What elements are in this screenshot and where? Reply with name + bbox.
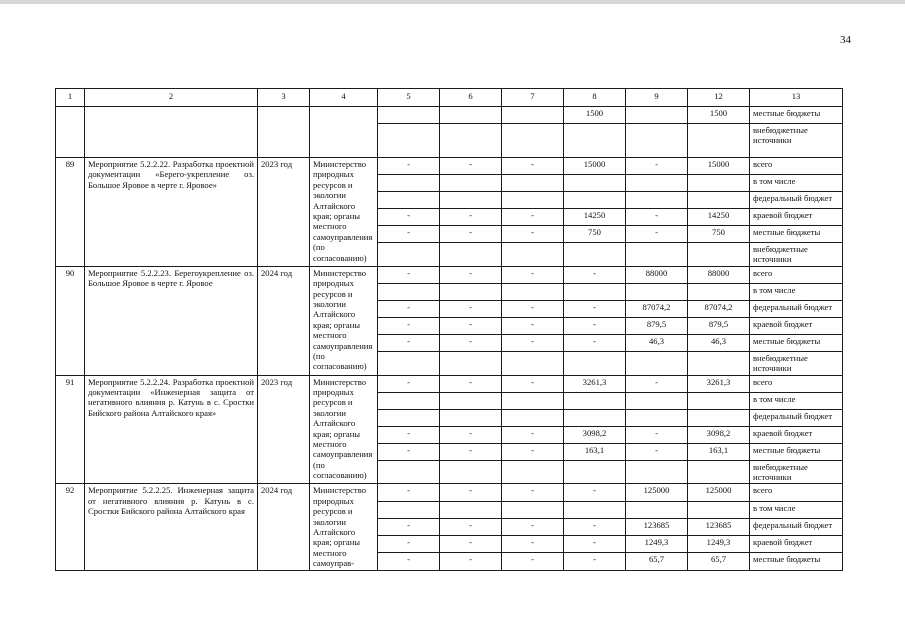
table-row [56, 107, 843, 124]
cell [378, 124, 440, 158]
cell: - [440, 484, 502, 501]
year: 2024 год [258, 266, 310, 375]
cell: - [564, 266, 626, 283]
cell [564, 243, 626, 267]
cell [440, 460, 502, 484]
cell: - [564, 553, 626, 570]
cell: - [378, 484, 440, 501]
row-number: 89 [56, 158, 85, 267]
cell: 1249,3 [626, 536, 688, 553]
cell: - [626, 375, 688, 392]
cell: - [502, 484, 564, 501]
measure-name: Мероприятие 5.2.2.23. Берегоукрепление оз. Большое Яровое в черте г. Яровое [85, 266, 258, 375]
cell [626, 460, 688, 484]
table-row [56, 158, 843, 175]
cell: 1500 [688, 107, 750, 124]
cell: - [440, 426, 502, 443]
cell [564, 501, 626, 518]
col-header: 9 [626, 89, 688, 107]
cell: 123685 [626, 518, 688, 535]
cell: всего [750, 266, 843, 283]
cell: 163,1 [564, 443, 626, 460]
cell [502, 107, 564, 124]
cell: 123685 [688, 518, 750, 535]
cell: - [378, 317, 440, 334]
col-header: 3 [258, 89, 310, 107]
cell [564, 409, 626, 426]
table-row [56, 375, 843, 392]
cell: 879,5 [688, 317, 750, 334]
cell: внебюджетные источники [750, 351, 843, 375]
cell: 3261,3 [688, 375, 750, 392]
cell: федеральный бюджет [750, 192, 843, 209]
cell [378, 409, 440, 426]
cell [378, 283, 440, 300]
cell [688, 243, 750, 267]
cell: - [440, 553, 502, 570]
cell: внебюджетные источники [750, 243, 843, 267]
cell: - [378, 334, 440, 351]
cell [310, 107, 378, 158]
cell: - [378, 536, 440, 553]
col-header: 2 [85, 89, 258, 107]
col-header: 5 [378, 89, 440, 107]
cell: 3261,3 [564, 375, 626, 392]
cell [502, 501, 564, 518]
cell: - [502, 209, 564, 226]
measure-name: Мероприятие 5.2.2.25. Инженерная защита от негативного влияния р. Катунь в с. Сростки Бийского района Алтайского края [85, 484, 258, 570]
cell [440, 124, 502, 158]
cell: - [502, 334, 564, 351]
budget-table [55, 88, 843, 571]
cell [564, 392, 626, 409]
cell: - [502, 300, 564, 317]
cell [502, 351, 564, 375]
cell: - [502, 375, 564, 392]
cell [440, 175, 502, 192]
cell: - [626, 426, 688, 443]
col-header: 13 [750, 89, 843, 107]
cell [626, 351, 688, 375]
cell: - [502, 426, 564, 443]
cell: - [502, 266, 564, 283]
cell: - [440, 375, 502, 392]
cell [440, 409, 502, 426]
year: 2023 год [258, 375, 310, 484]
cell [564, 460, 626, 484]
cell: - [440, 536, 502, 553]
measure-name: Мероприятие 5.2.2.22. Разработка проектной документации «Берего-укрепление оз. Большое Яровое в черте г. Яровое» [85, 158, 258, 267]
cell: - [378, 158, 440, 175]
cell [502, 409, 564, 426]
cell: - [440, 266, 502, 283]
cell [378, 392, 440, 409]
cell: - [502, 518, 564, 535]
cell: - [378, 226, 440, 243]
cell: 46,3 [688, 334, 750, 351]
cell [626, 501, 688, 518]
cell [378, 460, 440, 484]
cell [564, 124, 626, 158]
cell [688, 192, 750, 209]
cell [440, 243, 502, 267]
cell [688, 283, 750, 300]
cell: краевой бюджет [750, 426, 843, 443]
cell [258, 107, 310, 158]
cell: - [626, 443, 688, 460]
cell [626, 392, 688, 409]
cell: - [440, 443, 502, 460]
cell [440, 351, 502, 375]
cell [502, 283, 564, 300]
cell: местные бюджеты [750, 443, 843, 460]
cell: 1249,3 [688, 536, 750, 553]
cell: 14250 [688, 209, 750, 226]
cell: - [626, 158, 688, 175]
row-number: 90 [56, 266, 85, 375]
cell [502, 243, 564, 267]
cell [378, 192, 440, 209]
cell: в том числе [750, 392, 843, 409]
col-header: 1 [56, 89, 85, 107]
cell: в том числе [750, 501, 843, 518]
cell: - [440, 158, 502, 175]
year: 2024 год [258, 484, 310, 570]
col-header: 4 [310, 89, 378, 107]
cell: 87074,2 [626, 300, 688, 317]
cell [626, 107, 688, 124]
cell [378, 175, 440, 192]
cell: - [502, 317, 564, 334]
executor: Министерство природных ресурсов и экологии Алтайского края; органы местного самоуправления (по согласованию) [310, 158, 378, 267]
cell: 1500 [564, 107, 626, 124]
cell: местные бюджеты [750, 334, 843, 351]
cell: - [626, 226, 688, 243]
cell: 87074,2 [688, 300, 750, 317]
cell: - [440, 334, 502, 351]
cell: - [564, 536, 626, 553]
cell: 125000 [626, 484, 688, 501]
cell: - [502, 443, 564, 460]
cell [378, 107, 440, 124]
cell: - [564, 518, 626, 535]
cell [502, 175, 564, 192]
cell: - [502, 536, 564, 553]
scan-top-edge [0, 0, 905, 4]
cell [564, 351, 626, 375]
cell: - [378, 209, 440, 226]
cell: федеральный бюджет [750, 300, 843, 317]
cell: - [378, 553, 440, 570]
cell [564, 283, 626, 300]
cell [688, 460, 750, 484]
measure-name: Мероприятие 5.2.2.24. Разработка проектной документации «Инженерная защита от негативного влияния р. Катунь в с. Сростки Бийского района Алтайского края» [85, 375, 258, 484]
cell: федеральный бюджет [750, 518, 843, 535]
cell [378, 501, 440, 518]
cell: внебюджетные источники [750, 460, 843, 484]
cell: 14250 [564, 209, 626, 226]
cell [688, 409, 750, 426]
cell: 88000 [626, 266, 688, 283]
cell: 65,7 [626, 553, 688, 570]
cell [626, 283, 688, 300]
cell: - [378, 443, 440, 460]
cell: краевой бюджет [750, 536, 843, 553]
row-number: 91 [56, 375, 85, 484]
cell: 879,5 [626, 317, 688, 334]
cell [378, 351, 440, 375]
col-header: 12 [688, 89, 750, 107]
cell: всего [750, 375, 843, 392]
cell: - [564, 300, 626, 317]
cell: 65,7 [688, 553, 750, 570]
executor: Министерство природных ресурсов и экологии Алтайского края; органы местного самоуправления (по согласованию) [310, 375, 378, 484]
cell [626, 124, 688, 158]
cell: местные бюджеты [750, 226, 843, 243]
cell [502, 192, 564, 209]
cell: - [626, 209, 688, 226]
cell [626, 243, 688, 267]
executor: Министерство природных ресурсов и экологии Алтайского края; органы местного самоуправления (по согласованию) [310, 266, 378, 375]
cell: 46,3 [626, 334, 688, 351]
cell: 125000 [688, 484, 750, 501]
cell: 3098,2 [564, 426, 626, 443]
cell [688, 175, 750, 192]
cell: 750 [688, 226, 750, 243]
cell: - [564, 484, 626, 501]
cell: 163,1 [688, 443, 750, 460]
cell: - [440, 226, 502, 243]
cell: - [440, 317, 502, 334]
cell: краевой бюджет [750, 209, 843, 226]
cell: - [564, 334, 626, 351]
cell [564, 192, 626, 209]
cell [688, 351, 750, 375]
cell: всего [750, 158, 843, 175]
year: 2023 год [258, 158, 310, 267]
cell [440, 283, 502, 300]
row-number: 92 [56, 484, 85, 570]
cell: местные бюджеты [750, 553, 843, 570]
cell [688, 501, 750, 518]
col-header: 7 [502, 89, 564, 107]
col-header: 8 [564, 89, 626, 107]
cell: местные бюджеты [750, 107, 843, 124]
cell [626, 192, 688, 209]
table-row [56, 266, 843, 283]
col-header: 6 [440, 89, 502, 107]
cell: 15000 [564, 158, 626, 175]
cell [502, 460, 564, 484]
cell: 15000 [688, 158, 750, 175]
cell: 3098,2 [688, 426, 750, 443]
cell: - [440, 518, 502, 535]
cell [440, 192, 502, 209]
cell [688, 392, 750, 409]
cell [688, 124, 750, 158]
cell [626, 175, 688, 192]
cell: федеральный бюджет [750, 409, 843, 426]
cell [378, 243, 440, 267]
cell: в том числе [750, 283, 843, 300]
cell [85, 107, 258, 158]
cell: - [440, 300, 502, 317]
cell: 750 [564, 226, 626, 243]
cell: 88000 [688, 266, 750, 283]
header-row [56, 89, 843, 107]
cell [564, 175, 626, 192]
cell: - [378, 518, 440, 535]
cell: - [502, 226, 564, 243]
cell [440, 392, 502, 409]
cell: - [378, 375, 440, 392]
cell: - [502, 158, 564, 175]
cell [502, 124, 564, 158]
cell [502, 392, 564, 409]
cell: - [378, 300, 440, 317]
cell: всего [750, 484, 843, 501]
cell [440, 107, 502, 124]
cell: в том числе [750, 175, 843, 192]
cell: краевой бюджет [750, 317, 843, 334]
cell [626, 409, 688, 426]
page-number: 34 [840, 34, 851, 46]
cell: - [502, 553, 564, 570]
cell [56, 107, 85, 158]
cell: - [440, 209, 502, 226]
executor: Министерство природных ресурсов и экологии Алтайского края; органы местного самоуправ- [310, 484, 378, 570]
cell [440, 501, 502, 518]
cell: внебюджетные источники [750, 124, 843, 158]
cell: - [564, 317, 626, 334]
cell: - [378, 266, 440, 283]
cell: - [378, 426, 440, 443]
table-row [56, 484, 843, 501]
